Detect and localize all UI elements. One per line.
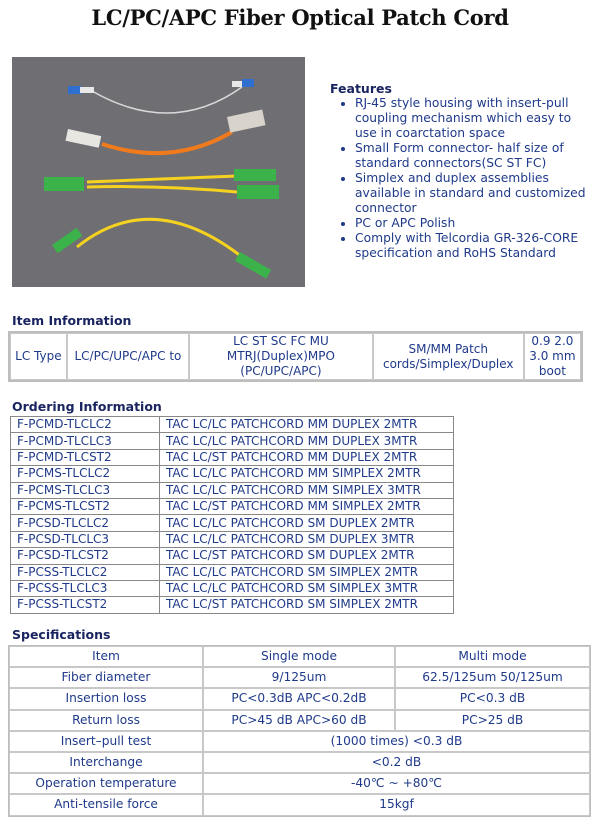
spec-item: Operation temperature — [9, 773, 203, 794]
item-information-table — [8, 331, 583, 382]
item-cell-type: LC Type — [10, 333, 67, 380]
table-row — [11, 565, 454, 581]
order-description: TAC LC/LC PATCHCORD MM SIMPLEX 3MTR — [160, 483, 454, 499]
item-information-heading: Item Information — [12, 313, 132, 328]
order-description: TAC LC/ST PATCHCORD MM SIMPLEX 2MTR — [160, 499, 454, 515]
order-code: F-PCMD-TLCLC3 — [11, 433, 160, 449]
column-header: Single mode — [203, 646, 395, 667]
table-row — [11, 515, 454, 531]
spec-multi: PC>25 dB — [395, 710, 590, 731]
table-row — [9, 710, 590, 731]
table-row — [11, 597, 454, 613]
table-row — [11, 433, 454, 449]
item-cell-boot: 0.9 2.0 3.0 mm boot — [524, 333, 581, 380]
spec-item: Insert–pull test — [9, 731, 203, 752]
table-row — [11, 466, 454, 482]
table-row — [9, 731, 590, 752]
order-code: F-PCSS-TLCLC2 — [11, 565, 160, 581]
table-row — [11, 548, 454, 564]
order-description: TAC LC/LC PATCHCORD SM DUPLEX 2MTR — [160, 515, 454, 531]
table-row — [9, 667, 590, 688]
patch-cords-image — [12, 57, 305, 287]
features-heading: Features — [330, 81, 392, 96]
feature-item: • Comply with Telcordia GR-326-CORE specification and RoHS Standard — [355, 231, 595, 261]
order-code: F-PCSD-TLCLC3 — [11, 532, 160, 548]
order-description: TAC LC/LC PATCHCORD SM DUPLEX 3MTR — [160, 532, 454, 548]
table-row — [9, 794, 590, 815]
features-list — [330, 96, 595, 261]
spec-value: -40℃ ~ +80℃ — [203, 773, 590, 794]
table-row — [11, 532, 454, 548]
product-photo — [12, 57, 305, 287]
order-description: TAC LC/ST PATCHCORD SM DUPLEX 2MTR — [160, 548, 454, 564]
specifications-table — [8, 645, 591, 817]
spec-multi: PC<0.3 dB — [395, 688, 590, 709]
specifications-heading: Specifications — [12, 627, 111, 642]
table-row — [11, 417, 454, 433]
order-code: F-PCSD-TLCST2 — [11, 548, 160, 564]
order-description: TAC LC/LC PATCHCORD MM DUPLEX 3MTR — [160, 433, 454, 449]
spec-item: Insertion loss — [9, 688, 203, 709]
table-row — [9, 688, 590, 709]
spec-single: PC>45 dB APC>60 dB — [203, 710, 395, 731]
order-description: TAC LC/ST PATCHCORD SM SIMPLEX 2MTR — [160, 597, 454, 613]
order-description: TAC LC/LC PATCHCORD MM SIMPLEX 2MTR — [160, 466, 454, 482]
features-section — [330, 81, 595, 261]
table-header-row — [9, 646, 590, 667]
order-description: TAC LC/ST PATCHCORD MM DUPLEX 2MTR — [160, 450, 454, 466]
item-cell-connector: LC/PC/UPC/APC to — [67, 333, 189, 380]
order-code: F-PCMS-TLCLC3 — [11, 483, 160, 499]
order-code: F-PCSS-TLCST2 — [11, 597, 160, 613]
order-code: F-PCSD-TLCLC2 — [11, 515, 160, 531]
table-row — [11, 483, 454, 499]
table-row — [9, 773, 590, 794]
order-description: TAC LC/LC PATCHCORD SM SIMPLEX 2MTR — [160, 565, 454, 581]
item-cell-options: LC ST SC FC MU MTRJ(Duplex)MPO (PC/UPC/APC) — [189, 333, 373, 380]
spec-item: Anti-tensile force — [9, 794, 203, 815]
spec-value: 15kgf — [203, 794, 590, 815]
feature-item: • RJ-45 style housing with insert-pull coupling mechanism which easy to use in coarctation space — [355, 96, 595, 141]
table-row — [11, 450, 454, 466]
column-header: Multi mode — [395, 646, 590, 667]
table-row — [11, 581, 454, 597]
feature-item: • Small Form connector- half size of standard connectors(SC ST FC) — [355, 141, 595, 171]
spec-item: Interchange — [9, 752, 203, 773]
order-code: F-PCMS-TLCLC2 — [11, 466, 160, 482]
ordering-information-heading: Ordering Information — [12, 399, 162, 414]
spec-value: (1000 times) <0.3 dB — [203, 731, 590, 752]
ordering-table — [10, 416, 454, 614]
order-code: F-PCSS-TLCLC3 — [11, 581, 160, 597]
column-header: Item — [9, 646, 203, 667]
spec-single: PC<0.3dB APC<0.2dB — [203, 688, 395, 709]
table-row — [10, 333, 581, 380]
feature-item: • PC or APC Polish — [355, 216, 595, 231]
spec-value: <0.2 dB — [203, 752, 590, 773]
spec-multi: 62.5/125um 50/125um — [395, 667, 590, 688]
item-cell-cord-type: SM/MM Patch cords/Simplex/Duplex — [373, 333, 524, 380]
spec-item: Fiber diameter — [9, 667, 203, 688]
feature-item: • Simplex and duplex assemblies available in standard and customized connector — [355, 171, 595, 216]
spec-single: 9/125um — [203, 667, 395, 688]
order-code: F-PCMD-TLCST2 — [11, 450, 160, 466]
order-description: TAC LC/LC PATCHCORD MM DUPLEX 2MTR — [160, 417, 454, 433]
page-title: LC/PC/APC Fiber Optical Patch Cord — [91, 5, 509, 30]
order-description: TAC LC/LC PATCHCORD SM SIMPLEX 3MTR — [160, 581, 454, 597]
table-row — [9, 752, 590, 773]
spec-item: Return loss — [9, 710, 203, 731]
table-row — [11, 499, 454, 515]
order-code: F-PCMD-TLCLC2 — [11, 417, 160, 433]
order-code: F-PCMS-TLCST2 — [11, 499, 160, 515]
